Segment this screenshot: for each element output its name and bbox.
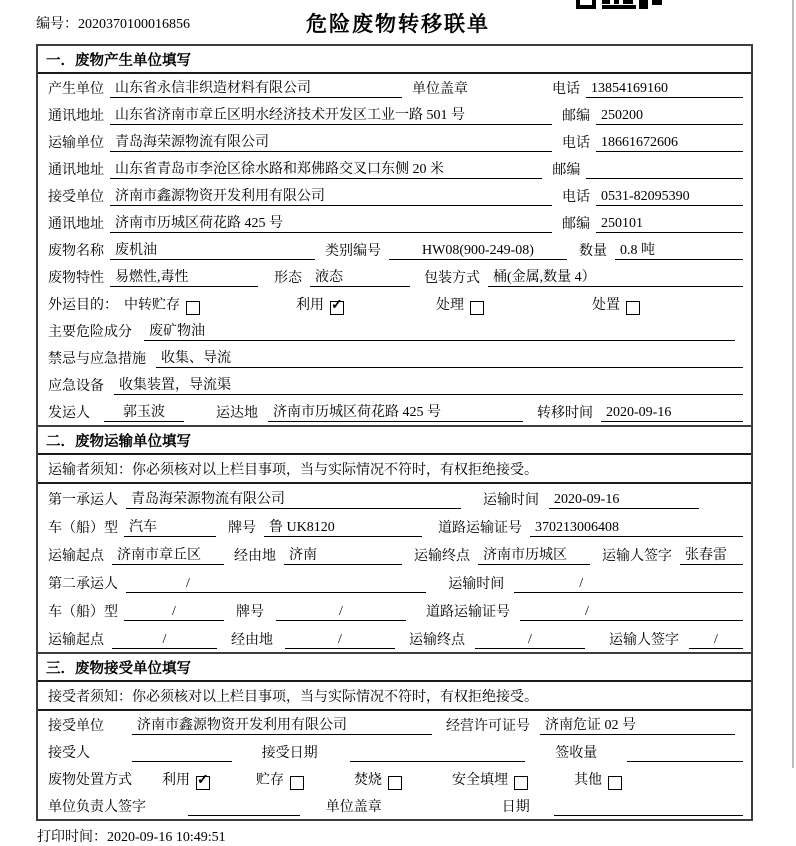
receiver-person-label: 接受人: [48, 746, 90, 761]
equipment-value: 收集装置，导流渠: [114, 377, 743, 395]
first-carrier-value: 青岛海荣源物流有限公司: [126, 491, 461, 509]
address-label: 通讯地址: [48, 217, 104, 232]
producer-address-row: [38, 101, 751, 128]
address-label: 通讯地址: [48, 109, 104, 124]
origin-label: 运输起点: [48, 549, 104, 564]
producer-label: 产生单位: [48, 82, 104, 97]
disposal-storage-label: 贮存: [256, 773, 284, 788]
transporter-label: 运输单位: [48, 136, 104, 151]
first-carrier-sign-value: 张春雷: [680, 547, 743, 565]
vehicle-type-label: 车（船）型: [48, 605, 118, 620]
receiver-label: 接受单位: [48, 190, 104, 205]
endpoint-label: 运输终点: [414, 549, 470, 564]
receiver-address-row: [38, 209, 751, 236]
receive-date-value: [350, 744, 526, 762]
disposal-incinerate-label: 焚烧: [354, 773, 382, 788]
second-carrier-label: 第二承运人: [48, 577, 118, 592]
first-transport-time-value: 2020-09-16: [549, 491, 699, 509]
receiving-unit-row: [38, 711, 751, 738]
vehicle-type-label: 车（船）型: [48, 521, 118, 536]
transporter-value: 青岛海荣源物流有限公司: [110, 134, 552, 152]
quantity-label: 数量: [579, 244, 607, 259]
producer-value: 山东省永信非织造材料有限公司: [110, 80, 402, 98]
phone-label: 电话: [562, 136, 590, 151]
section-producer: [36, 44, 753, 427]
receiver-value: 济南市鑫源物资开发利用有限公司: [110, 188, 552, 206]
plate-label: 牌号: [228, 521, 256, 536]
form-value: 液态: [310, 269, 410, 287]
page-right-edge: [792, 0, 794, 768]
via-label: 经由地: [231, 633, 273, 648]
producer-row: [38, 74, 751, 101]
purpose-storage-checkbox: [186, 301, 200, 315]
first-road-permit-value: 370213006408: [530, 519, 743, 537]
first-via-value: 济南: [284, 547, 402, 565]
first-route-row: [38, 540, 751, 568]
disposal-method-label: 废物处置方式: [48, 773, 132, 788]
section-receiver-title: 三．废物接受单位填写: [38, 654, 751, 682]
first-vehicle-type-value: 汽车: [124, 519, 216, 537]
serial-label: 编号：: [36, 17, 78, 32]
receiver-phone-value: 0531-82095390: [596, 188, 743, 206]
receiving-unit-label: 接受单位: [48, 719, 104, 734]
disposal-use-checkbox: [196, 776, 210, 790]
waste-character-row: [38, 263, 751, 290]
waste-name-row: [38, 236, 751, 263]
producer-zip-value: 250200: [596, 107, 743, 125]
hazard-component-row: [38, 317, 751, 344]
second-carrier-sign-value: /: [689, 631, 743, 649]
character-label: 废物特性: [48, 271, 104, 286]
second-vehicle-row: [38, 596, 751, 624]
transfer-time-label: 转移时间: [537, 406, 593, 421]
purpose-option-storage-label: 中转贮存: [124, 298, 180, 313]
permit-number-value: 济南危证 02 号: [540, 717, 735, 735]
taboo-label: 禁忌与应急措施: [48, 352, 146, 367]
transport-time-label: 运输时间: [448, 577, 505, 592]
disposal-landfill-label: 安全填埋: [452, 773, 508, 788]
road-permit-label: 道路运输证号: [426, 605, 510, 620]
second-via-value: /: [285, 631, 395, 649]
transporter-notice: 运输者须知：你必须核对以上栏目事项，当与实际情况不符时，有权拒绝接受。: [38, 455, 751, 484]
taboo-measures-row: [38, 344, 751, 371]
unit-seal-label: 单位盖章: [412, 82, 468, 97]
second-route-row: [38, 624, 751, 652]
receiver-zip-value: 250101: [596, 215, 743, 233]
receiver-row: [38, 182, 751, 209]
received-amount-label: 签收量: [555, 746, 598, 761]
disposal-use-label: 利用: [162, 773, 190, 788]
section-receiver: [36, 654, 753, 821]
first-vehicle-row: [38, 512, 751, 540]
receiving-unit-value: 济南市鑫源物资开发利用有限公司: [132, 717, 432, 735]
carrier-sign-label: 运输人签字: [609, 633, 679, 648]
packing-label: 包装方式: [424, 271, 480, 286]
purpose-dispose-checkbox: [626, 301, 640, 315]
receive-date-label: 接受日期: [261, 746, 318, 761]
purpose-treat-checkbox: [470, 301, 484, 315]
second-transport-time-value: /: [514, 575, 743, 593]
origin-label: 运输起点: [48, 633, 104, 648]
purpose-use-checkbox: [330, 301, 344, 315]
second-vehicle-type-value: /: [124, 603, 224, 621]
section-transporter-title: 二．废物运输单位填写: [38, 427, 751, 455]
first-origin-value: 济南市章丘区: [112, 547, 224, 565]
transfer-purpose-row: [38, 290, 751, 317]
destination-label: 运达地: [216, 406, 258, 421]
transporter-address-row: [38, 155, 751, 182]
disposal-incinerate-checkbox: [388, 776, 402, 790]
disposal-method-row: [38, 765, 751, 792]
second-plate-value: /: [276, 603, 406, 621]
print-time-value: 2020-09-16 10:49:51: [107, 830, 226, 845]
shipper-value: 郭玉波: [104, 404, 184, 422]
transfer-time-value: 2020-09-16: [601, 404, 743, 422]
transporter-phone-value: 18661672606: [596, 134, 743, 152]
transporter-row: [38, 128, 751, 155]
road-permit-label: 道路运输证号: [438, 521, 522, 536]
purpose-option-dispose-label: 处置: [592, 298, 620, 313]
address-label: 通讯地址: [48, 163, 104, 178]
waste-name-value: 废机油: [110, 242, 315, 260]
received-amount-value: [627, 744, 743, 762]
second-endpoint-value: /: [475, 631, 585, 649]
page-title: 危险废物转移联单: [306, 12, 490, 36]
form-label: 形态: [274, 271, 302, 286]
first-plate-value: 鲁 UK8120: [264, 519, 422, 537]
disposal-landfill-checkbox: [514, 776, 528, 790]
first-endpoint-value: 济南市历城区: [478, 547, 590, 565]
zip-label: 邮编: [562, 217, 590, 232]
shipper-label: 发运人: [48, 406, 90, 421]
print-time-label: 打印时间：: [37, 830, 107, 845]
second-carrier-row: [38, 568, 751, 596]
disposal-other-checkbox: [608, 776, 622, 790]
first-carrier-row: [38, 484, 751, 512]
transport-time-label: 运输时间: [483, 493, 539, 508]
serial-number: [36, 13, 190, 33]
purpose-option-use-label: 利用: [296, 298, 324, 313]
section-producer-title: 一．废物产生单位填写: [38, 46, 751, 74]
second-carrier-value: /: [126, 575, 426, 593]
responsible-sign-value: [188, 798, 300, 816]
unit-seal-label: 单位盖章: [325, 800, 382, 815]
quantity-value: 0.8 吨: [615, 242, 743, 260]
hazard-value: 废矿物油: [144, 323, 735, 341]
receiver-person-value: [132, 744, 232, 762]
emergency-equipment-row: [38, 371, 751, 398]
character-value: 易燃性,毒性: [110, 269, 258, 287]
phone-label: 电话: [552, 82, 580, 97]
zip-label: 邮编: [552, 163, 581, 178]
transporter-zip-value: [586, 161, 743, 179]
document-header: [0, 0, 796, 44]
serial-value: 2020370100016856: [78, 17, 190, 32]
hazard-label: 主要危险成分: [48, 325, 132, 340]
zip-label: 邮编: [562, 109, 590, 124]
endpoint-label: 运输终点: [409, 633, 465, 648]
disposal-other-label: 其他: [574, 773, 602, 788]
responsible-sign-label: 单位负责人签字: [48, 800, 146, 815]
purpose-option-treat-label: 处理: [436, 298, 464, 313]
receiver-person-row: [38, 738, 751, 765]
producer-address-value: 山东省济南市章丘区明水经济技术开发区工业一路 501 号: [110, 107, 552, 125]
carrier-sign-label: 运输人签字: [602, 549, 672, 564]
packing-value: 桶(金属,数量 4）: [488, 269, 743, 287]
taboo-value: 收集、导流: [156, 350, 743, 368]
category-value: HW08(900-249-08): [389, 242, 567, 260]
receiver-address-value: 济南市历城区荷花路 425 号: [110, 215, 552, 233]
seal-date-value: [554, 798, 743, 816]
qr-code-partial-icon: [576, 0, 662, 9]
first-carrier-label: 第一承运人: [48, 493, 118, 508]
seal-date-label: 日期: [501, 800, 530, 815]
second-origin-value: /: [112, 631, 217, 649]
category-label: 类别编号: [325, 244, 381, 259]
destination-value: 济南市历城区荷花路 425 号: [268, 404, 523, 422]
disposal-storage-checkbox: [290, 776, 304, 790]
responsible-sign-row: [38, 792, 751, 819]
equipment-label: 应急设备: [48, 379, 104, 394]
waste-name-label: 废物名称: [48, 244, 104, 259]
section-transporter: [36, 427, 753, 654]
permit-number-label: 经营许可证号: [446, 719, 530, 734]
transporter-address-value: 山东省青岛市李沧区徐水路和郑佛路交叉口东侧 20 米: [110, 161, 542, 179]
phone-label: 电话: [562, 190, 590, 205]
second-road-permit-value: /: [520, 603, 743, 621]
print-time: [37, 826, 796, 846]
producer-phone-value: 13854169160: [586, 80, 743, 98]
purpose-label: 外运目的：: [48, 298, 118, 313]
shipper-row: [38, 398, 751, 425]
receiver-notice: 接受者须知：你必须核对以上栏目事项，当与实际情况不符时，有权拒绝接受。: [38, 682, 751, 711]
via-label: 经由地: [234, 549, 276, 564]
plate-label: 牌号: [236, 605, 264, 620]
